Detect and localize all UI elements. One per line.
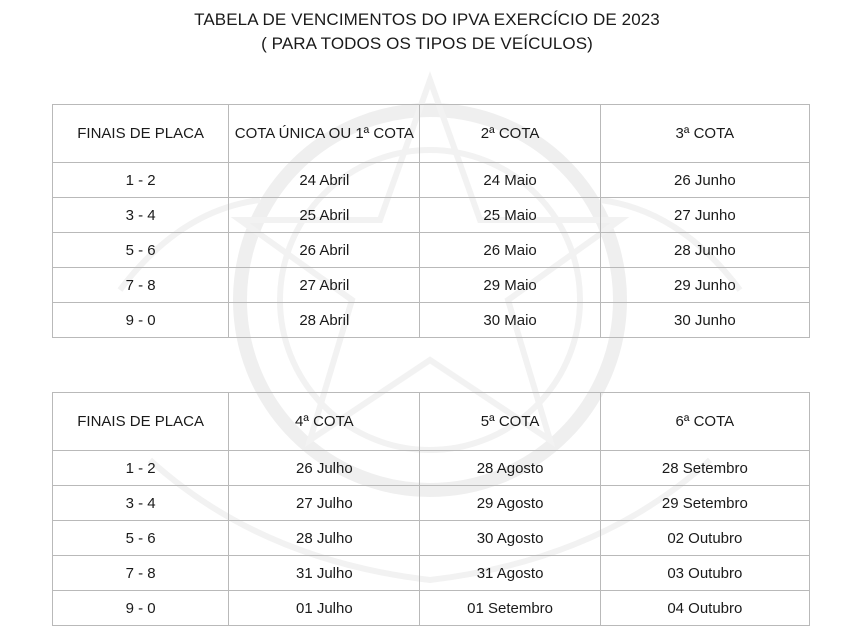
due-date-cell: 26 Abril <box>229 233 420 268</box>
due-date-cell: 29 Setembro <box>600 486 809 521</box>
due-date-cell: 26 Junho <box>600 163 809 198</box>
due-date-cell: 28 Agosto <box>420 451 600 486</box>
plate-endings-cell: 1 - 2 <box>53 451 229 486</box>
due-date-cell: 25 Abril <box>229 198 420 233</box>
plate-endings-cell: 7 - 8 <box>53 268 229 303</box>
table-row <box>53 451 810 486</box>
due-date-cell: 30 Maio <box>420 303 600 338</box>
due-date-cell: 26 Maio <box>420 233 600 268</box>
due-date-cell: 29 Agosto <box>420 486 600 521</box>
plate-endings-cell: 9 - 0 <box>53 591 229 626</box>
header-installment: 5ª COTA <box>420 393 600 451</box>
header-installment: 2ª COTA <box>420 105 600 163</box>
due-date-cell: 28 Setembro <box>600 451 809 486</box>
due-date-cell: 29 Maio <box>420 268 600 303</box>
plate-endings-cell: 9 - 0 <box>53 303 229 338</box>
table-row <box>53 233 810 268</box>
plate-endings-cell: 3 - 4 <box>53 198 229 233</box>
table-row <box>53 521 810 556</box>
due-date-cell: 30 Agosto <box>420 521 600 556</box>
table-row <box>53 198 810 233</box>
due-date-cell: 28 Julho <box>229 521 420 556</box>
due-date-cell: 24 Maio <box>420 163 600 198</box>
due-date-cell: 27 Julho <box>229 486 420 521</box>
due-date-cell: 04 Outubro <box>600 591 809 626</box>
header-installment: 6ª COTA <box>600 393 809 451</box>
table-header-row <box>53 393 810 451</box>
due-date-cell: 29 Junho <box>600 268 809 303</box>
due-date-cell: 25 Maio <box>420 198 600 233</box>
table-row <box>53 303 810 338</box>
table-row <box>53 163 810 198</box>
ipva-due-dates-table-1 <box>52 104 810 338</box>
due-date-cell: 27 Junho <box>600 198 809 233</box>
table-row <box>53 486 810 521</box>
table-row <box>53 268 810 303</box>
plate-endings-cell: 7 - 8 <box>53 556 229 591</box>
table-row <box>53 556 810 591</box>
header-plate-endings: FINAIS DE PLACA <box>53 105 229 163</box>
due-date-cell: 03 Outubro <box>600 556 809 591</box>
due-date-cell: 31 Agosto <box>420 556 600 591</box>
title-line-2: ( PARA TODOS OS TIPOS DE VEÍCULOS) <box>261 34 593 53</box>
header-installment: COTA ÚNICA OU 1ª COTA <box>229 105 420 163</box>
due-date-cell: 02 Outubro <box>600 521 809 556</box>
due-date-cell: 31 Julho <box>229 556 420 591</box>
title-line-1: TABELA DE VENCIMENTOS DO IPVA EXERCÍCIO DE 2023 <box>194 10 660 29</box>
header-installment: 4ª COTA <box>229 393 420 451</box>
due-date-cell: 27 Abril <box>229 268 420 303</box>
plate-endings-cell: 5 - 6 <box>53 233 229 268</box>
due-date-cell: 01 Julho <box>229 591 420 626</box>
due-date-cell: 26 Julho <box>229 451 420 486</box>
due-date-cell: 24 Abril <box>229 163 420 198</box>
header-installment: 3ª COTA <box>600 105 809 163</box>
header-plate-endings: FINAIS DE PLACA <box>53 393 229 451</box>
due-date-cell: 01 Setembro <box>420 591 600 626</box>
document-title <box>0 8 854 56</box>
plate-endings-cell: 5 - 6 <box>53 521 229 556</box>
table-header-row <box>53 105 810 163</box>
due-date-cell: 30 Junho <box>600 303 809 338</box>
plate-endings-cell: 3 - 4 <box>53 486 229 521</box>
plate-endings-cell: 1 - 2 <box>53 163 229 198</box>
due-date-cell: 28 Junho <box>600 233 809 268</box>
ipva-due-dates-table-2 <box>52 392 810 626</box>
due-date-cell: 28 Abril <box>229 303 420 338</box>
table-row <box>53 591 810 626</box>
